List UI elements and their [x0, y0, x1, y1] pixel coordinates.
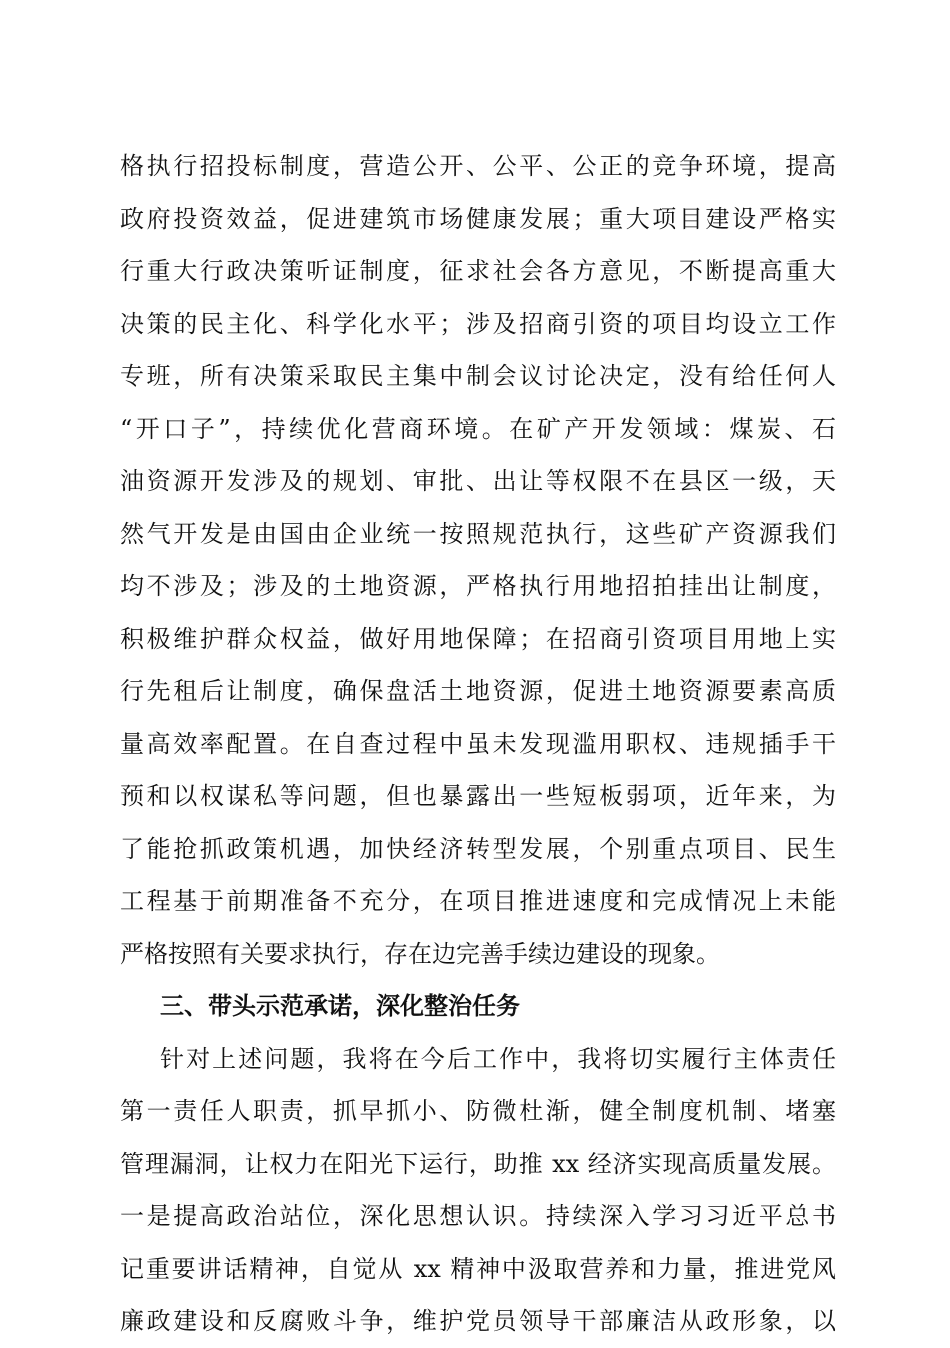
paragraph-line: 一是提高政治站位，深化思想认识。持续深入学习习近平总书 [120, 1202, 836, 1230]
paragraph-line: 针对上述问题，我将在今后工作中，我将切实履行主体责任 [160, 1044, 836, 1073]
paragraph-line: 管理漏洞，让权力在阳光下运行，助推 xx 经济实现高质量发展。 [120, 1149, 836, 1178]
paragraph-line: 油资源开发涉及的规划、审批、出让等权限不在县区一级，天 [120, 467, 836, 495]
document-body [120, 140, 836, 1348]
paragraph-line: 严格按照有关要求执行，存在边完善手续边建设的现象。 [120, 939, 720, 968]
paragraph-line: 政府投资效益，促进建筑市场健康发展；重大项目建设严格实 [120, 204, 836, 233]
paragraph-line: 廉政建设和反腐败斗争，维护党员领导干部廉洁从政形象，以 [120, 1307, 836, 1335]
paragraph-line: 工程基于前期准备不充分，在项目推进速度和完成情况上未能 [120, 887, 836, 915]
paragraph-line: 行重大行政决策听证制度，征求社会各方意见，不断提高重大 [120, 257, 836, 285]
paragraph-line: 预和以权谋私等问题，但也暴露出一些短板弱项，近年来，为 [120, 782, 836, 810]
paragraph-line: 积极维护群众权益，做好用地保障；在招商引资项目用地上实 [120, 624, 836, 653]
paragraph-line: 然气开发是由国由企业统一按照规范执行，这些矿产资源我们 [120, 519, 836, 548]
paragraph-line: 专班，所有决策采取民主集中制会议讨论决定，没有给任何人 [120, 362, 836, 390]
paragraph-line: 了能抢抓政策机遇，加快经济转型发展，个别重点项目、民生 [120, 834, 836, 863]
paragraph-2 [120, 1033, 836, 1348]
paragraph-line: 第一责任人职责，抓早抓小、防微杜渐，健全制度机制、堵塞 [120, 1097, 836, 1125]
paragraph-1 [120, 140, 836, 980]
paragraph-line: 格执行招投标制度，营造公开、公平、公正的竞争环境，提高 [120, 152, 836, 180]
paragraph-line: 决策的民主化、科学化水平；涉及招商引资的项目均设立工作 [120, 309, 836, 338]
paragraph-line: 记重要讲话精神，自觉从 xx 精神中汲取营养和力量，推进党风 [120, 1254, 836, 1283]
paragraph-line: “开口子”，持续优化营商环境。在矿产开发领域：煤炭、石 [120, 414, 836, 443]
paragraph-line: 行先租后让制度，确保盘活土地资源，促进土地资源要素高质 [120, 677, 836, 705]
paragraph-line: 量高效率配置。在自查过程中虽未发现滥用职权、违规插手干 [120, 729, 836, 758]
section-heading: 三、带头示范承诺，深化整治任务 [160, 992, 520, 1020]
paragraph-line: 均不涉及；涉及的土地资源，严格执行用地招拍挂出让制度， [120, 572, 836, 600]
